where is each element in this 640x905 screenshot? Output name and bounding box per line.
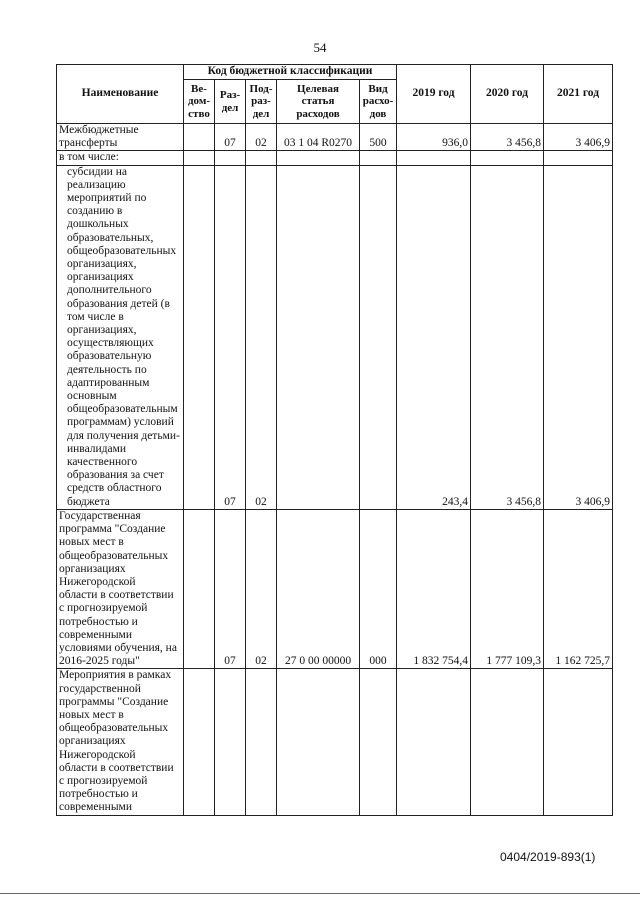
text-line: общеобразовательных	[59, 722, 169, 735]
text-line: для получения детьми-	[67, 429, 180, 442]
cell-podrazdel	[246, 151, 277, 165]
row-name	[57, 509, 184, 668]
cell-2020: 1 777 109,3	[471, 509, 544, 668]
text-line: ство	[188, 107, 210, 120]
cell-vedomstvo	[184, 509, 215, 668]
text-line: условиями обучения, на	[59, 641, 177, 654]
text-line: основным	[67, 390, 117, 403]
text-line: образовательных,	[67, 231, 154, 244]
cell-razdel: 07	[215, 165, 246, 509]
text-line: том числе в	[67, 310, 124, 323]
text-line: трансферты	[59, 137, 118, 150]
text-line: новых мест в	[59, 708, 124, 721]
text-line: бюджета	[67, 495, 110, 508]
text-line: деятельность по	[67, 363, 147, 376]
text-line: с прогнозируемой	[59, 602, 148, 615]
cell-2019: 243,4	[397, 165, 471, 509]
header-target	[277, 80, 360, 124]
text-line: Целевая	[297, 82, 339, 95]
cell-vedomstvo	[184, 165, 215, 509]
cell-podrazdel	[246, 669, 277, 815]
header-code-group: Код бюджетной классификации	[184, 65, 397, 80]
cell-type: 000	[360, 509, 397, 668]
cell-2021: 1 162 725,7	[544, 509, 613, 668]
text-line: 2016-2025 годы"	[59, 655, 140, 668]
cell-2021: 3 406,9	[544, 165, 613, 509]
text-line: современными	[59, 628, 132, 641]
text-line: Вид	[368, 82, 388, 95]
text-line: дом-	[187, 95, 210, 108]
text-line: дошкольных	[67, 218, 129, 231]
cell-2021: 3 406,9	[544, 124, 613, 151]
text-line: организациях,	[67, 258, 137, 271]
text-line: дел	[221, 101, 239, 114]
text-line: общеобразовательных	[59, 549, 169, 562]
text-line: дов	[369, 107, 387, 120]
text-line: государственной	[59, 682, 141, 695]
cell-razdel: 07	[215, 509, 246, 668]
cell-target	[277, 165, 360, 509]
text-line: организациях	[59, 562, 126, 575]
row-name	[57, 669, 184, 815]
cell-vedomstvo	[184, 124, 215, 151]
text-line: образования за счет	[67, 469, 164, 482]
text-line: современными	[59, 801, 132, 814]
text-line: потребностью и	[59, 615, 138, 628]
cell-2019	[397, 151, 471, 165]
cell-2020	[471, 151, 544, 165]
cell-type	[360, 669, 397, 815]
cell-2021	[544, 151, 613, 165]
text-line: программам) условий	[67, 416, 174, 429]
cell-2020	[471, 669, 544, 815]
text-line: статья	[301, 95, 335, 108]
cell-2019: 1 832 754,4	[397, 509, 471, 668]
row-name	[57, 124, 184, 151]
cell-type	[360, 165, 397, 509]
cell-type	[360, 151, 397, 165]
table-row	[57, 509, 613, 668]
cell-vedomstvo	[184, 669, 215, 815]
cell-vedomstvo	[184, 151, 215, 165]
text-line: организациях,	[67, 324, 137, 337]
text-line: дел	[252, 107, 270, 120]
text-line: раз-	[251, 95, 271, 108]
text-line: общеобразовательным	[67, 403, 178, 416]
text-line: расхо-	[362, 95, 394, 108]
text-line: программы "Создание	[59, 695, 169, 708]
text-line: области в соответствии	[59, 589, 174, 602]
text-line: новых мест в	[59, 536, 124, 549]
text-line: качественного	[67, 456, 138, 469]
page-bottom-rule	[0, 893, 640, 894]
text-line: субсидии на	[67, 165, 127, 178]
header-2020: 2020 год	[471, 65, 544, 124]
text-line: инвалидами	[67, 442, 127, 455]
cell-target: 27 0 00 00000	[277, 509, 360, 668]
text-line: области в соответствии	[59, 761, 174, 774]
cell-podrazdel: 02	[246, 124, 277, 151]
cell-podrazdel: 02	[246, 165, 277, 509]
text-line: дополнительного	[67, 284, 152, 297]
header-razdel	[215, 80, 246, 124]
text-line: созданию в	[67, 205, 123, 218]
header-name: Наименование	[57, 65, 184, 124]
cell-target	[277, 669, 360, 815]
text-line: программа "Создание	[59, 523, 166, 536]
text-line: адаптированным	[67, 376, 150, 389]
cell-target	[277, 151, 360, 165]
text-line: мероприятий по	[67, 192, 147, 205]
row-name	[57, 151, 184, 165]
text-line: Ве-	[191, 82, 207, 95]
text-line: потребностью и	[59, 788, 138, 801]
text-line: Раз-	[219, 89, 241, 101]
cell-podrazdel: 02	[246, 509, 277, 668]
text-line: общеобразовательных	[67, 244, 177, 257]
table-row	[57, 151, 613, 165]
text-line: Межбюджетные	[59, 124, 139, 136]
text-line: Государственная	[59, 509, 141, 522]
cell-razdel	[215, 151, 246, 165]
text-line: организациях	[67, 271, 134, 284]
cell-2019	[397, 669, 471, 815]
cell-razdel	[215, 669, 246, 815]
header-vedomstvo	[184, 80, 215, 124]
budget-table	[56, 64, 613, 816]
text-line: организациях	[59, 735, 126, 748]
header-2021: 2021 год	[544, 65, 613, 124]
cell-2020: 3 456,8	[471, 165, 544, 509]
text-line: Мероприятия в рамках	[59, 669, 172, 682]
cell-razdel: 07	[215, 124, 246, 151]
table-row	[57, 669, 613, 815]
text-line: в том числе:	[59, 151, 119, 164]
text-line: реализацию	[67, 178, 126, 191]
cell-2020: 3 456,8	[471, 124, 544, 151]
cell-target: 03 1 04 R0270	[277, 124, 360, 151]
text-line: Под-	[249, 82, 273, 95]
text-line: Нижегородской	[59, 575, 136, 588]
row-name	[57, 165, 184, 509]
cell-type: 500	[360, 124, 397, 151]
text-line: расходов	[296, 107, 340, 120]
text-line: осуществляющих	[67, 337, 154, 350]
header-2019: 2019 год	[397, 65, 471, 124]
header-expense-type	[360, 80, 397, 124]
text-line: с прогнозируемой	[59, 774, 148, 787]
text-line: образования детей (в	[67, 297, 170, 310]
page-number: 54	[313, 40, 327, 55]
table-row	[57, 124, 613, 151]
text-line: Нижегородской	[59, 748, 136, 761]
text-line: средств областного	[67, 482, 162, 495]
header-podrazdel	[246, 80, 277, 124]
cell-2019: 936,0	[397, 124, 471, 151]
text-line: образовательную	[67, 350, 152, 363]
document-id: 0404/2019-893(1)	[500, 850, 596, 864]
table-row	[57, 165, 613, 509]
cell-2021	[544, 669, 613, 815]
